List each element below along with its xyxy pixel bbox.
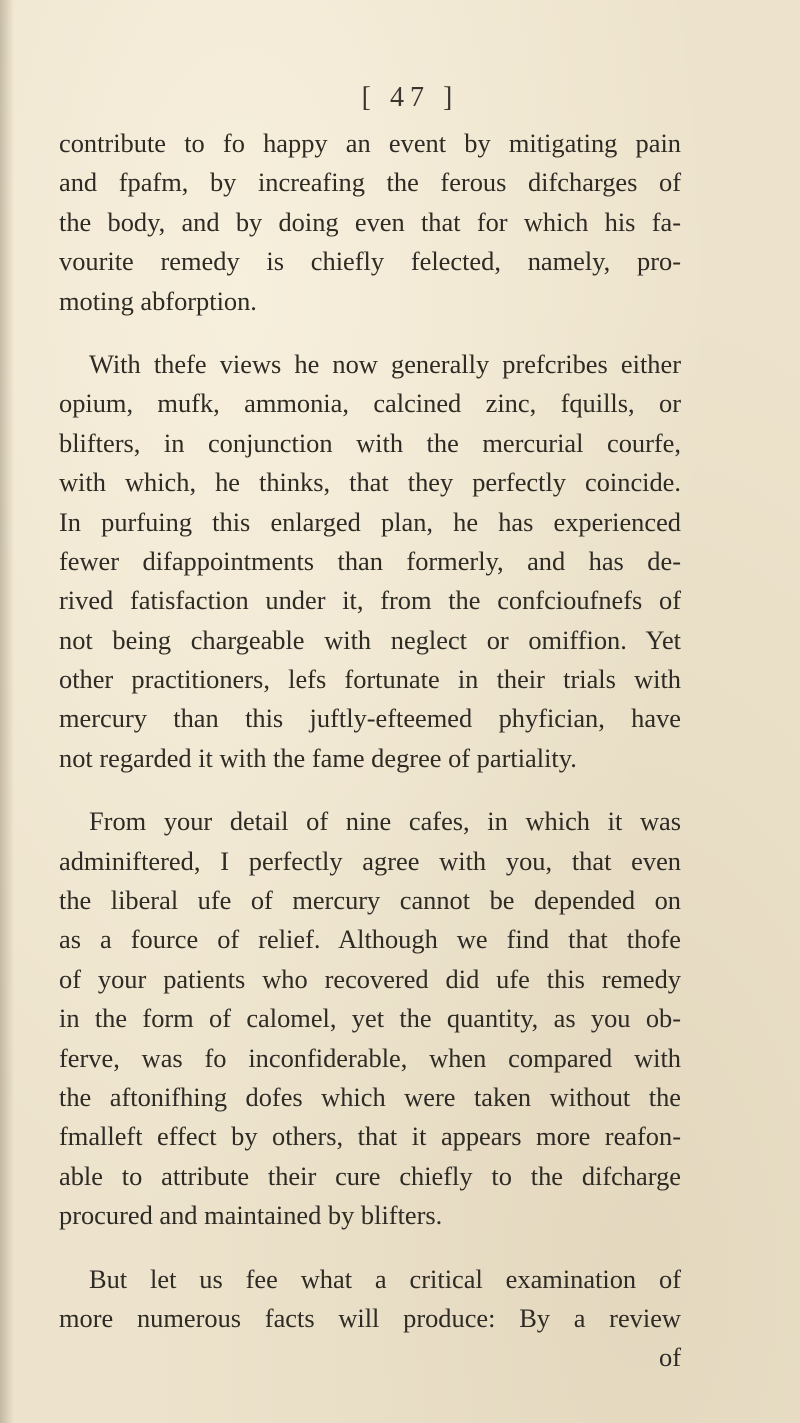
- text-line: not regarded it with the fame degree of partiality.: [59, 742, 577, 773]
- text-line: But let us fee what a critical examination of: [89, 1263, 681, 1294]
- text-line: From your detail of nine cafes, in which it was: [89, 806, 681, 837]
- text-line: contribute to fo happy an event by mitigating pain: [59, 128, 681, 158]
- catchword: of: [659, 1342, 681, 1373]
- text-line: as a fource of relief. Although we find that thofe: [59, 924, 681, 955]
- text-line: the liberal ufe of mercury cannot be depended on: [59, 885, 681, 916]
- text-line: adminiftered, I perfectly agree with you, that even: [59, 845, 681, 876]
- text-line: blifters, in conjunction with the mercurial courfe,: [59, 427, 681, 458]
- text-line: ferve, was fo inconfiderable, when compared with: [59, 1042, 681, 1073]
- paragraph-3: [59, 802, 681, 1235]
- text-line: of your patients who recovered did ufe this remedy: [59, 963, 681, 994]
- text-line: the aftonifhing dofes which were taken without the: [59, 1081, 681, 1112]
- text-line: mercury than this juftly-efteemed phyfician, have: [59, 703, 681, 734]
- text-line: In purfuing this enlarged plan, he has experienced: [59, 506, 681, 537]
- text-line: opium, mufk, ammonia, calcined zinc, fquills, or: [59, 388, 681, 419]
- text-line: more numerous facts will produce: By a review: [59, 1302, 681, 1333]
- paragraph-gap: [59, 321, 681, 345]
- paragraph-4: [59, 1260, 681, 1378]
- paragraph-2: [59, 345, 681, 778]
- text-line: fmalleft effect by others, that it appears more reafon-: [59, 1121, 681, 1152]
- text-line: moting abforption.: [59, 285, 257, 316]
- text-line: With thefe views he now generally prefcribes either: [89, 348, 681, 379]
- text-line: in the form of calomel, yet the quantity, as you ob-: [59, 1003, 681, 1034]
- text-line: other practitioners, lefs fortunate in their trials with: [59, 664, 681, 695]
- text-line: not being chargeable with neglect or omiffion. Yet: [59, 624, 681, 655]
- text-line: with which, he thinks, that they perfectly coincide.: [59, 467, 681, 498]
- text-line: and fpafm, by increafing the ferous difcharges of: [59, 167, 681, 198]
- body-text: [59, 124, 681, 1378]
- text-line: the body, and by doing even that for which his fa-: [59, 206, 681, 237]
- text-line: able to attribute their cure chiefly to the difcharge: [59, 1160, 681, 1191]
- text-line: rived fatisfaction under it, from the confcioufnefs of: [59, 585, 681, 616]
- page-edge-shadow: [0, 0, 14, 1423]
- paragraph-gap: [59, 1236, 681, 1260]
- text-line: vourite remedy is chiefly felected, namely, pro-: [59, 246, 681, 277]
- page-number-header: [ 47 ]: [361, 82, 459, 113]
- paragraph-1: [59, 124, 681, 321]
- text-line: procured and maintained by blifters.: [59, 1200, 443, 1231]
- paragraph-gap: [59, 778, 681, 802]
- text-line: fewer difappointments than formerly, and has de-: [59, 545, 681, 576]
